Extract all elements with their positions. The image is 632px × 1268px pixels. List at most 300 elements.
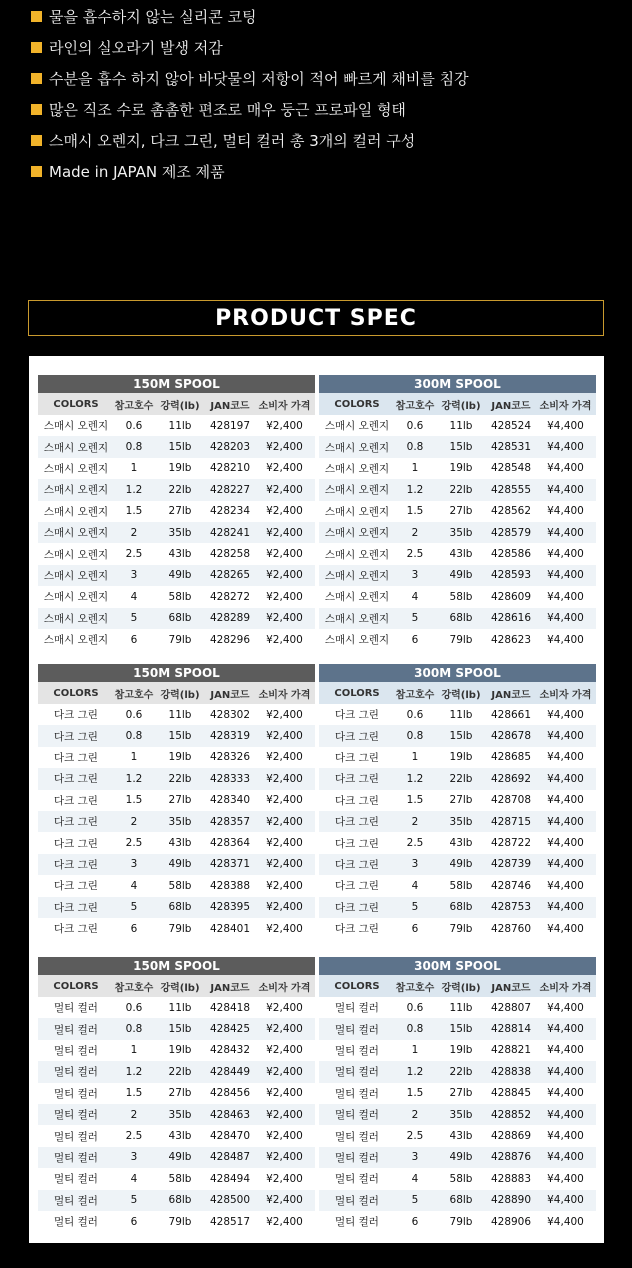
spool-300m-table: [319, 375, 596, 650]
table-row: [319, 1040, 596, 1061]
table-row: [319, 608, 596, 629]
cell-color: 스매시 오렌지: [324, 441, 390, 454]
cell-line-size: 3: [130, 569, 138, 582]
col-colors: COLORS: [53, 398, 99, 410]
cell-jan-code: 428357: [209, 815, 251, 828]
cell-line-size: 1.5: [125, 1087, 143, 1100]
cell-line-size: 6: [130, 922, 138, 935]
cell-line-size: 3: [411, 858, 419, 871]
cell-strength: 22lb: [449, 772, 473, 785]
table-row: [38, 629, 315, 650]
table-row: [38, 1061, 315, 1082]
cell-line-size: 2.5: [125, 548, 143, 561]
cell-price: ¥4,400: [547, 526, 584, 539]
column-header-row: [319, 975, 596, 997]
cell-color: 다크 그린: [54, 794, 98, 807]
col-jan-code: JAN코드: [210, 400, 250, 412]
cell-price: ¥4,400: [547, 708, 584, 721]
cell-price: ¥2,400: [266, 612, 303, 625]
cell-color: 다크 그린: [54, 858, 98, 871]
table-body: [319, 704, 596, 939]
cell-strength: 43lb: [449, 548, 473, 561]
cell-strength: 11lb: [168, 708, 192, 721]
table-row: [38, 768, 315, 789]
table-row: [38, 725, 315, 746]
cell-line-size: 1: [411, 1044, 419, 1057]
table-row: [38, 501, 315, 522]
cell-color: 멀티 컬러: [54, 1002, 98, 1015]
feature-item: [31, 3, 256, 29]
cell-line-size: 1.2: [125, 1065, 143, 1078]
cell-strength: 27lb: [168, 794, 192, 807]
square-bullet-icon: [31, 73, 42, 84]
cell-color: 멀티 컬러: [335, 1002, 379, 1015]
cell-color: 다크 그린: [54, 816, 98, 829]
cell-jan-code: 428616: [490, 612, 532, 625]
cell-price: ¥4,400: [547, 590, 584, 603]
cell-color: 스매시 오렌지: [324, 505, 390, 518]
cell-strength: 19lb: [449, 751, 473, 764]
table-row: [319, 1104, 596, 1125]
cell-strength: 35lb: [449, 1108, 473, 1121]
feature-text: 물을 흡수하지 않는 실리콘 코팅: [49, 7, 257, 26]
cell-color: 다크 그린: [335, 709, 379, 722]
table-row: [319, 897, 596, 918]
table-row: [38, 1125, 315, 1146]
col-strength: 강력(lb): [441, 689, 481, 701]
cell-line-size: 1: [130, 751, 138, 764]
cell-price: ¥2,400: [266, 1065, 303, 1078]
cell-strength: 27lb: [168, 505, 192, 518]
cell-jan-code: 428579: [490, 526, 532, 539]
cell-line-size: 2: [130, 1108, 138, 1121]
cell-strength: 58lb: [168, 590, 192, 603]
cell-price: ¥2,400: [266, 590, 303, 603]
cell-line-size: 2.5: [406, 837, 424, 850]
cell-price: ¥4,400: [547, 462, 584, 475]
cell-line-size: 2.5: [125, 1130, 143, 1143]
cell-strength: 43lb: [449, 837, 473, 850]
table-row: [38, 586, 315, 607]
table-row: [319, 1125, 596, 1146]
cell-price: ¥2,400: [266, 794, 303, 807]
cell-price: ¥4,400: [547, 858, 584, 871]
cell-strength: 19lb: [449, 462, 473, 475]
cell-color: 멀티 컬러: [335, 1109, 379, 1122]
table-row: [38, 1168, 315, 1189]
cell-price: ¥4,400: [547, 1215, 584, 1228]
table-body: [319, 415, 596, 650]
col-colors: COLORS: [334, 687, 380, 699]
square-bullet-icon: [31, 42, 42, 53]
cell-strength: 35lb: [168, 815, 192, 828]
cell-color: 스매시 오렌지: [43, 591, 109, 604]
cell-color: 다크 그린: [335, 773, 379, 786]
cell-jan-code: 428234: [209, 505, 251, 518]
cell-jan-code: 428869: [490, 1130, 532, 1143]
table-row: [319, 875, 596, 896]
table-row: [38, 875, 315, 896]
cell-jan-code: 428241: [209, 526, 251, 539]
cell-strength: 35lb: [449, 815, 473, 828]
cell-line-size: 3: [411, 1151, 419, 1164]
cell-price: ¥4,400: [547, 837, 584, 850]
cell-jan-code: 428487: [209, 1151, 251, 1164]
cell-price: ¥2,400: [266, 1151, 303, 1164]
table-row: [319, 565, 596, 586]
cell-price: ¥2,400: [266, 858, 303, 871]
cell-line-size: 4: [130, 879, 138, 892]
table-row: [38, 790, 315, 811]
cell-strength: 49lb: [168, 1151, 192, 1164]
cell-strength: 27lb: [449, 1087, 473, 1100]
cell-jan-code: 428388: [209, 879, 251, 892]
cell-line-size: 1.2: [125, 772, 143, 785]
table-row: [319, 1190, 596, 1211]
cell-color: 다크 그린: [335, 816, 379, 829]
col-line-size: 참고호수: [114, 982, 154, 994]
cell-color: 멀티 컬러: [54, 1044, 98, 1057]
cell-line-size: 6: [411, 922, 419, 935]
cell-color: 스매시 오렌지: [43, 548, 109, 561]
column-header-row: [38, 682, 315, 704]
cell-line-size: 4: [411, 879, 419, 892]
table-row: [319, 997, 596, 1018]
cell-line-size: 0.6: [406, 419, 424, 432]
table-row: [38, 918, 315, 939]
cell-jan-code: 428555: [490, 483, 532, 496]
cell-strength: 11lb: [168, 1001, 192, 1014]
cell-strength: 27lb: [168, 1087, 192, 1100]
table-body: [38, 704, 315, 939]
cell-price: ¥2,400: [266, 879, 303, 892]
cell-line-size: 1.5: [125, 505, 143, 518]
cell-jan-code: 428289: [209, 612, 251, 625]
spool-300m-header: 300M SPOOL: [319, 375, 596, 393]
table-row: [38, 811, 315, 832]
cell-line-size: 2: [130, 815, 138, 828]
cell-strength: 49lb: [449, 858, 473, 871]
cell-price: ¥4,400: [547, 548, 584, 561]
cell-strength: 43lb: [168, 837, 192, 850]
table-row: [38, 704, 315, 725]
cell-strength: 19lb: [168, 751, 192, 764]
cell-color: 스매시 오렌지: [324, 462, 390, 475]
cell-line-size: 4: [130, 590, 138, 603]
cell-jan-code: 428401: [209, 922, 251, 935]
column-header-row: [38, 975, 315, 997]
col-colors: COLORS: [53, 687, 99, 699]
table-row: [38, 1147, 315, 1168]
cell-strength: 22lb: [449, 483, 473, 496]
cell-color: 스매시 오렌지: [43, 462, 109, 475]
cell-color: 다크 그린: [335, 858, 379, 871]
cell-line-size: 1.5: [406, 505, 424, 518]
cell-color: 멀티 컬러: [54, 1109, 98, 1122]
column-header-row: [319, 682, 596, 704]
cell-line-size: 5: [130, 612, 138, 625]
cell-line-size: 1.5: [406, 1087, 424, 1100]
cell-color: 멀티 컬러: [335, 1194, 379, 1207]
col-line-size: 참고호수: [114, 400, 154, 412]
cell-line-size: 0.8: [406, 441, 424, 454]
cell-jan-code: 428821: [490, 1044, 532, 1057]
cell-price: ¥2,400: [266, 1023, 303, 1036]
cell-price: ¥4,400: [547, 569, 584, 582]
cell-line-size: 3: [130, 858, 138, 871]
cell-jan-code: 428364: [209, 837, 251, 850]
cell-price: ¥2,400: [266, 1001, 303, 1014]
cell-line-size: 4: [130, 1172, 138, 1185]
table-row: [38, 608, 315, 629]
table-body: [38, 997, 315, 1232]
column-header-row: [38, 393, 315, 415]
cell-color: 스매시 오렌지: [324, 484, 390, 497]
cell-color: 스매시 오렌지: [43, 505, 109, 518]
cell-strength: 35lb: [168, 526, 192, 539]
cell-price: ¥4,400: [547, 1172, 584, 1185]
cell-strength: 35lb: [449, 526, 473, 539]
cell-line-size: 1.5: [125, 794, 143, 807]
table-row: [319, 629, 596, 650]
cell-color: 다크 그린: [54, 923, 98, 936]
cell-color: 멀티 컬러: [54, 1023, 98, 1036]
table-row: [319, 586, 596, 607]
cell-jan-code: 428319: [209, 730, 251, 743]
cell-line-size: 4: [411, 1172, 419, 1185]
cell-color: 멀티 컬러: [335, 1066, 379, 1079]
cell-jan-code: 428258: [209, 548, 251, 561]
cell-color: 다크 그린: [335, 923, 379, 936]
cell-jan-code: 428449: [209, 1065, 251, 1078]
spool-300m-header: 300M SPOOL: [319, 957, 596, 975]
cell-color: 멀티 컬러: [335, 1151, 379, 1164]
cell-line-size: 5: [411, 612, 419, 625]
cell-jan-code: 428623: [490, 633, 532, 646]
col-line-size: 참고호수: [395, 689, 435, 701]
table-row: [319, 1147, 596, 1168]
cell-color: 스매시 오렌지: [43, 612, 109, 625]
cell-jan-code: 428739: [490, 858, 532, 871]
col-strength: 강력(lb): [441, 982, 481, 994]
cell-price: ¥2,400: [266, 922, 303, 935]
cell-jan-code: 428838: [490, 1065, 532, 1078]
cell-strength: 11lb: [449, 419, 473, 432]
cell-price: ¥4,400: [547, 1194, 584, 1207]
cell-jan-code: 428333: [209, 772, 251, 785]
cell-jan-code: 428760: [490, 922, 532, 935]
cell-color: 다크 그린: [335, 794, 379, 807]
col-jan-code: JAN코드: [491, 400, 531, 412]
cell-strength: 15lb: [449, 441, 473, 454]
table-row: [38, 1190, 315, 1211]
cell-price: ¥2,400: [266, 901, 303, 914]
cell-line-size: 2: [130, 526, 138, 539]
feature-text: 많은 직조 수로 촘촘한 편조로 매우 둥근 프로파일 형태: [49, 100, 406, 119]
cell-strength: 49lb: [168, 858, 192, 871]
cell-jan-code: 428685: [490, 751, 532, 764]
cell-strength: 19lb: [168, 462, 192, 475]
cell-line-size: 4: [411, 590, 419, 603]
cell-color: 다크 그린: [54, 880, 98, 893]
table-row: [319, 522, 596, 543]
cell-price: ¥2,400: [266, 441, 303, 454]
cell-strength: 58lb: [449, 590, 473, 603]
cell-line-size: 2: [411, 1108, 419, 1121]
cell-price: ¥4,400: [547, 730, 584, 743]
cell-price: ¥2,400: [266, 526, 303, 539]
cell-line-size: 6: [130, 633, 138, 646]
cell-strength: 19lb: [449, 1044, 473, 1057]
table-body: [319, 997, 596, 1232]
cell-price: ¥2,400: [266, 1215, 303, 1228]
table-row: [319, 747, 596, 768]
spool-150m-header: 150M SPOOL: [38, 375, 315, 393]
cell-color: 멀티 컬러: [54, 1130, 98, 1143]
cell-color: 멀티 컬러: [335, 1044, 379, 1057]
cell-line-size: 3: [130, 1151, 138, 1164]
cell-jan-code: 428852: [490, 1108, 532, 1121]
cell-line-size: 0.6: [406, 708, 424, 721]
cell-color: 스매시 오렌지: [43, 441, 109, 454]
table-row: [319, 854, 596, 875]
cell-strength: 79lb: [449, 1215, 473, 1228]
cell-price: ¥4,400: [547, 505, 584, 518]
cell-color: 멀티 컬러: [335, 1130, 379, 1143]
cell-jan-code: 428845: [490, 1087, 532, 1100]
table-row: [319, 415, 596, 436]
cell-line-size: 5: [411, 901, 419, 914]
cell-price: ¥2,400: [266, 772, 303, 785]
cell-price: ¥2,400: [266, 1087, 303, 1100]
table-row: [319, 725, 596, 746]
cell-jan-code: 428562: [490, 505, 532, 518]
cell-strength: 68lb: [168, 901, 192, 914]
cell-jan-code: 428517: [209, 1215, 251, 1228]
cell-jan-code: 428593: [490, 569, 532, 582]
feature-text: 라인의 실오라기 발생 저감: [49, 38, 223, 57]
cell-price: ¥2,400: [266, 837, 303, 850]
cell-price: ¥2,400: [266, 633, 303, 646]
cell-price: ¥4,400: [547, 633, 584, 646]
col-colors: COLORS: [334, 398, 380, 410]
cell-color: 다크 그린: [54, 837, 98, 850]
cell-price: ¥2,400: [266, 483, 303, 496]
table-row: [38, 543, 315, 564]
cell-jan-code: 428463: [209, 1108, 251, 1121]
spool-300m-header: 300M SPOOL: [319, 664, 596, 682]
cell-color: 다크 그린: [54, 901, 98, 914]
table-row: [38, 1211, 315, 1232]
cell-color: 스매시 오렌지: [324, 634, 390, 647]
table-row: [38, 1104, 315, 1125]
table-row: [38, 436, 315, 457]
cell-color: 다크 그린: [335, 730, 379, 743]
col-line-size: 참고호수: [395, 400, 435, 412]
feature-item: [31, 158, 225, 184]
cell-price: ¥2,400: [266, 815, 303, 828]
cell-line-size: 6: [130, 1215, 138, 1228]
cell-jan-code: 428395: [209, 901, 251, 914]
cell-color: 멀티 컬러: [335, 1173, 379, 1186]
table-row: [38, 854, 315, 875]
cell-color: 다크 그린: [54, 709, 98, 722]
cell-jan-code: 428661: [490, 708, 532, 721]
col-line-size: 참고호수: [395, 982, 435, 994]
cell-strength: 58lb: [449, 1172, 473, 1185]
table-row: [319, 811, 596, 832]
cell-strength: 58lb: [168, 1172, 192, 1185]
cell-color: 스매시 오렌지: [324, 591, 390, 604]
table-row: [38, 997, 315, 1018]
cell-jan-code: 428814: [490, 1023, 532, 1036]
cell-jan-code: 428371: [209, 858, 251, 871]
cell-jan-code: 428531: [490, 441, 532, 454]
col-jan-code: JAN코드: [210, 982, 250, 994]
cell-strength: 15lb: [168, 441, 192, 454]
table-row: [319, 501, 596, 522]
col-jan-code: JAN코드: [210, 689, 250, 701]
table-body: [38, 415, 315, 650]
cell-strength: 68lb: [449, 1194, 473, 1207]
spool-150m-table: [38, 664, 315, 939]
cell-color: 다크 그린: [54, 773, 98, 786]
table-row: [319, 1168, 596, 1189]
cell-strength: 22lb: [168, 1065, 192, 1078]
cell-jan-code: 428326: [209, 751, 251, 764]
cell-price: ¥2,400: [266, 1130, 303, 1143]
cell-line-size: 0.6: [125, 708, 143, 721]
col-line-size: 참고호수: [114, 689, 154, 701]
cell-color: 멀티 컬러: [335, 1023, 379, 1036]
cell-line-size: 5: [130, 1194, 138, 1207]
cell-strength: 49lb: [449, 569, 473, 582]
cell-price: ¥4,400: [547, 1108, 584, 1121]
cell-jan-code: 428494: [209, 1172, 251, 1185]
table-row: [319, 1018, 596, 1039]
cell-jan-code: 428753: [490, 901, 532, 914]
feature-item: [31, 65, 469, 91]
table-row: [319, 768, 596, 789]
cell-jan-code: 428340: [209, 794, 251, 807]
cell-jan-code: 428524: [490, 419, 532, 432]
table-row: [38, 747, 315, 768]
cell-price: ¥4,400: [547, 1130, 584, 1143]
cell-price: ¥2,400: [266, 1172, 303, 1185]
table-row: [319, 543, 596, 564]
cell-color: 멀티 컬러: [54, 1194, 98, 1207]
cell-jan-code: 428807: [490, 1001, 532, 1014]
cell-line-size: 6: [411, 633, 419, 646]
table-row: [319, 704, 596, 725]
cell-price: ¥2,400: [266, 505, 303, 518]
cell-color: 멀티 컬러: [54, 1066, 98, 1079]
square-bullet-icon: [31, 135, 42, 146]
cell-strength: 79lb: [449, 633, 473, 646]
cell-strength: 27lb: [449, 794, 473, 807]
cell-jan-code: 428265: [209, 569, 251, 582]
col-colors: COLORS: [334, 980, 380, 992]
spool-150m-header: 150M SPOOL: [38, 664, 315, 682]
cell-strength: 49lb: [168, 569, 192, 582]
cell-strength: 22lb: [449, 1065, 473, 1078]
cell-price: ¥4,400: [547, 1065, 584, 1078]
cell-color: 스매시 오렌지: [324, 548, 390, 561]
cell-color: 스매시 오렌지: [43, 527, 109, 540]
cell-strength: 43lb: [168, 1130, 192, 1143]
cell-price: ¥4,400: [547, 772, 584, 785]
col-strength: 강력(lb): [160, 689, 200, 701]
